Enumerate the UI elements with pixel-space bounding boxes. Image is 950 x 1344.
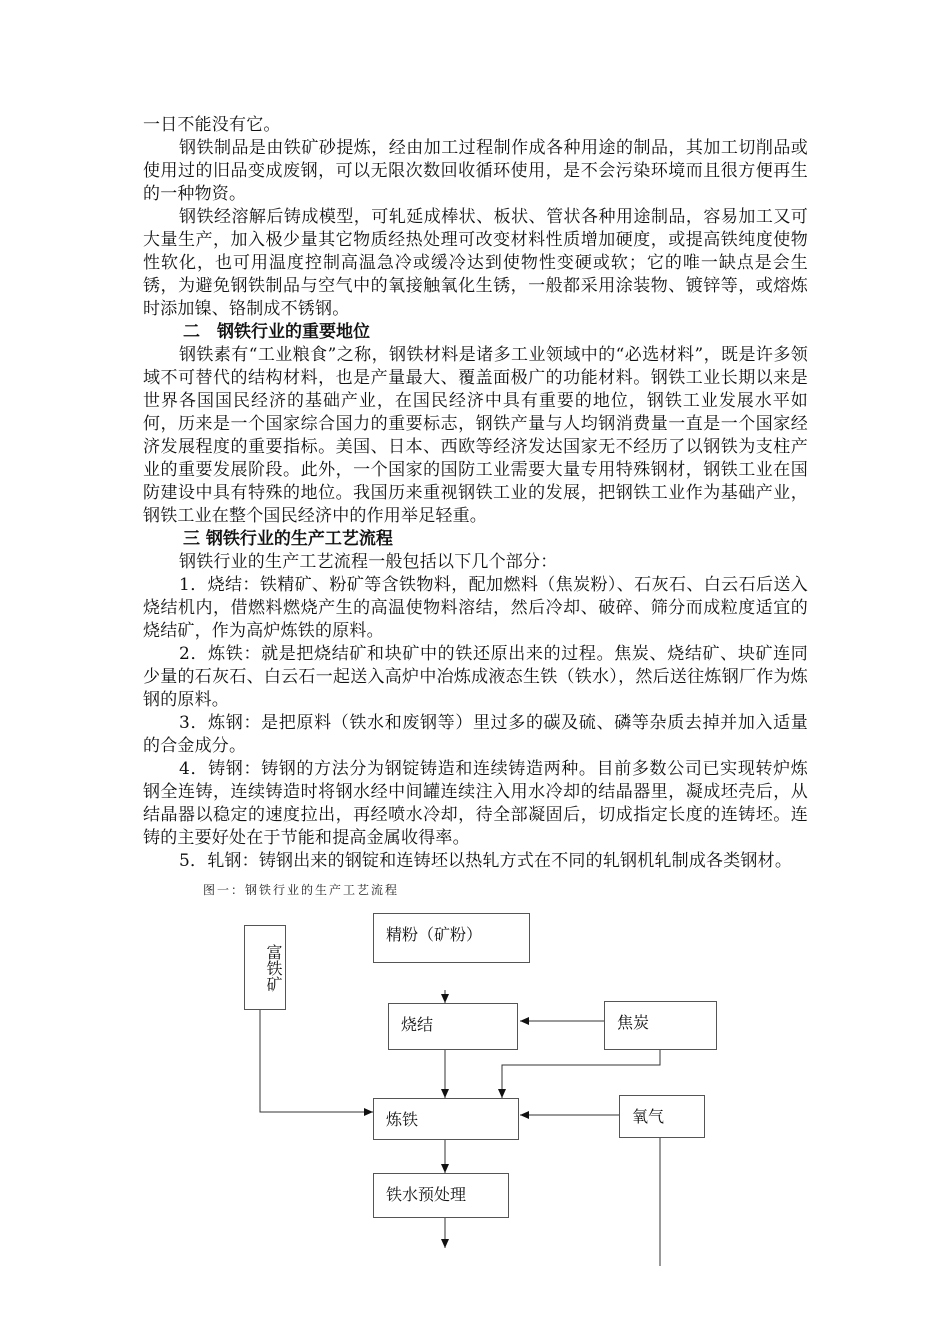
- box-sintering: [388, 1003, 518, 1050]
- step-1: 1．烧结：铁精矿、粉矿等含铁物料，配加燃料（焦炭粉）、石灰石、白云石后送入烧结机内，借燃料燃烧产生的高温使物料溶结，然后冷却、破碎、筛分而成粒度适宜的烧结矿，作为高炉炼铁的原料。: [143, 575, 808, 641]
- step-4: 4．铸钢：铸钢的方法分为钢锭铸造和连续铸造两种。目前多数公司已实现转炉炼钢全连铸，连续铸造时将钢水经中间罐连续注入用水冷却的结晶器里，凝成坯壳后，从结晶器以稳定的速度拉出，再经喷水冷却，待全部凝固后，切成指定长度的连铸坯。连铸的主要好处在于节能和提高金属收得率。: [143, 759, 808, 848]
- step-3: 3．炼钢：是把原料（铁水和废钢等）里过多的碳及硫、磷等杂质去掉并加入适量的合金成分。: [143, 713, 808, 756]
- figure-caption: 图一：钢铁行业的生产工艺流程: [203, 883, 400, 897]
- box-ironmaking-label: 炼铁: [386, 1110, 419, 1129]
- box-fine-powder: [373, 913, 530, 963]
- box-coke-label: 焦炭: [617, 1013, 650, 1032]
- box-fine-powder-label: 精粉（矿粉）: [386, 925, 483, 944]
- arrow-rich-ore-to-ironmaking: [260, 1010, 373, 1112]
- step-5: 5．轧钢：铸钢出来的钢锭和连铸坯以热轧方式在不同的轧钢机轧制成各类钢材。: [179, 851, 793, 871]
- step-2: 2．炼铁：就是把烧结矿和块矿中的铁还原出来的过程。焦炭、烧结矿、块矿连同少量的石灰石、白云石一起送入高炉中冶炼成液态生铁（铁水），然后送往炼钢厂作为炼钢的原料。: [143, 644, 808, 710]
- box-pretreatment: [373, 1173, 509, 1218]
- box-pretreatment-label: 铁水预处理: [386, 1185, 467, 1204]
- box-ironmaking: [373, 1098, 519, 1140]
- box-oxygen: [619, 1095, 705, 1138]
- arrow-coke-to-ironmaking: [502, 1050, 660, 1098]
- section-2-text: 钢铁素有“工业粮食”之称，钢铁材料是诸多工业领域中的“必选材料”，既是许多领域不可替代的结构材料，也是产量最大、覆盖面极广的功能材料。钢铁工业长期以来是世界各国国民经济的基础产业，在国民经济中具有重要的地位，钢铁工业发展水平如何，历来是一个国家综合国力的重要标志，钢铁产量与人均钢消费量一直是一个国家经济发展程度的重要指标。美国、日本、西欧等经济发达国家无不经历了以钢铁为支柱产业的重要发展阶段。此外，一个国家的国防工业需要大量专用特殊钢材，钢铁工业在国防建设中具有特殊的地位。我国历来重视钢铁工业的发展，把钢铁工业作为基础产业，钢铁工业在整个国民经济中的作用举足轻重。: [143, 345, 808, 526]
- box-sintering-label: 烧结: [401, 1015, 434, 1034]
- paragraph-3: 钢铁经溶解后铸成模型，可轧延成棒状、板状、管状各种用途制品，容易加工又可大量生产，加入极少量其它物质经热处理可改变材料性质增加硬度，或提高铁纯度使物性软化，也可用温度控制高温急冷或缓冷达到使物性变硬或软；它的唯一缺点是会生锈，为避免钢铁制品与空气中的氧接触氧化生锈，一般都采用涂装物、镀锌等，或熔炼时添加镍、铬制成不锈钢。: [143, 207, 808, 319]
- box-oxygen-label: 氧气: [632, 1107, 665, 1126]
- section-heading-3: 三 钢铁行业的生产工艺流程: [183, 529, 393, 549]
- section-3-intro: 钢铁行业的生产工艺流程一般包括以下几个部分：: [179, 552, 558, 572]
- box-rich-ore-label: 富铁矿: [264, 944, 283, 992]
- box-rich-ore: [244, 925, 286, 1010]
- paragraph-1: 一日不能没有它。: [143, 115, 281, 135]
- section-heading-2: 二 钢铁行业的重要地位: [183, 322, 370, 342]
- paragraph-2: 钢铁制品是由铁矿砂提炼，经由加工过程制作成各种用途的制品，其加工切削品或使用过的旧品变成废钢，可以无限次数回收循环使用，是不会污染环境而且很方便再生的一种物资。: [143, 138, 808, 204]
- box-coke: [604, 1001, 717, 1050]
